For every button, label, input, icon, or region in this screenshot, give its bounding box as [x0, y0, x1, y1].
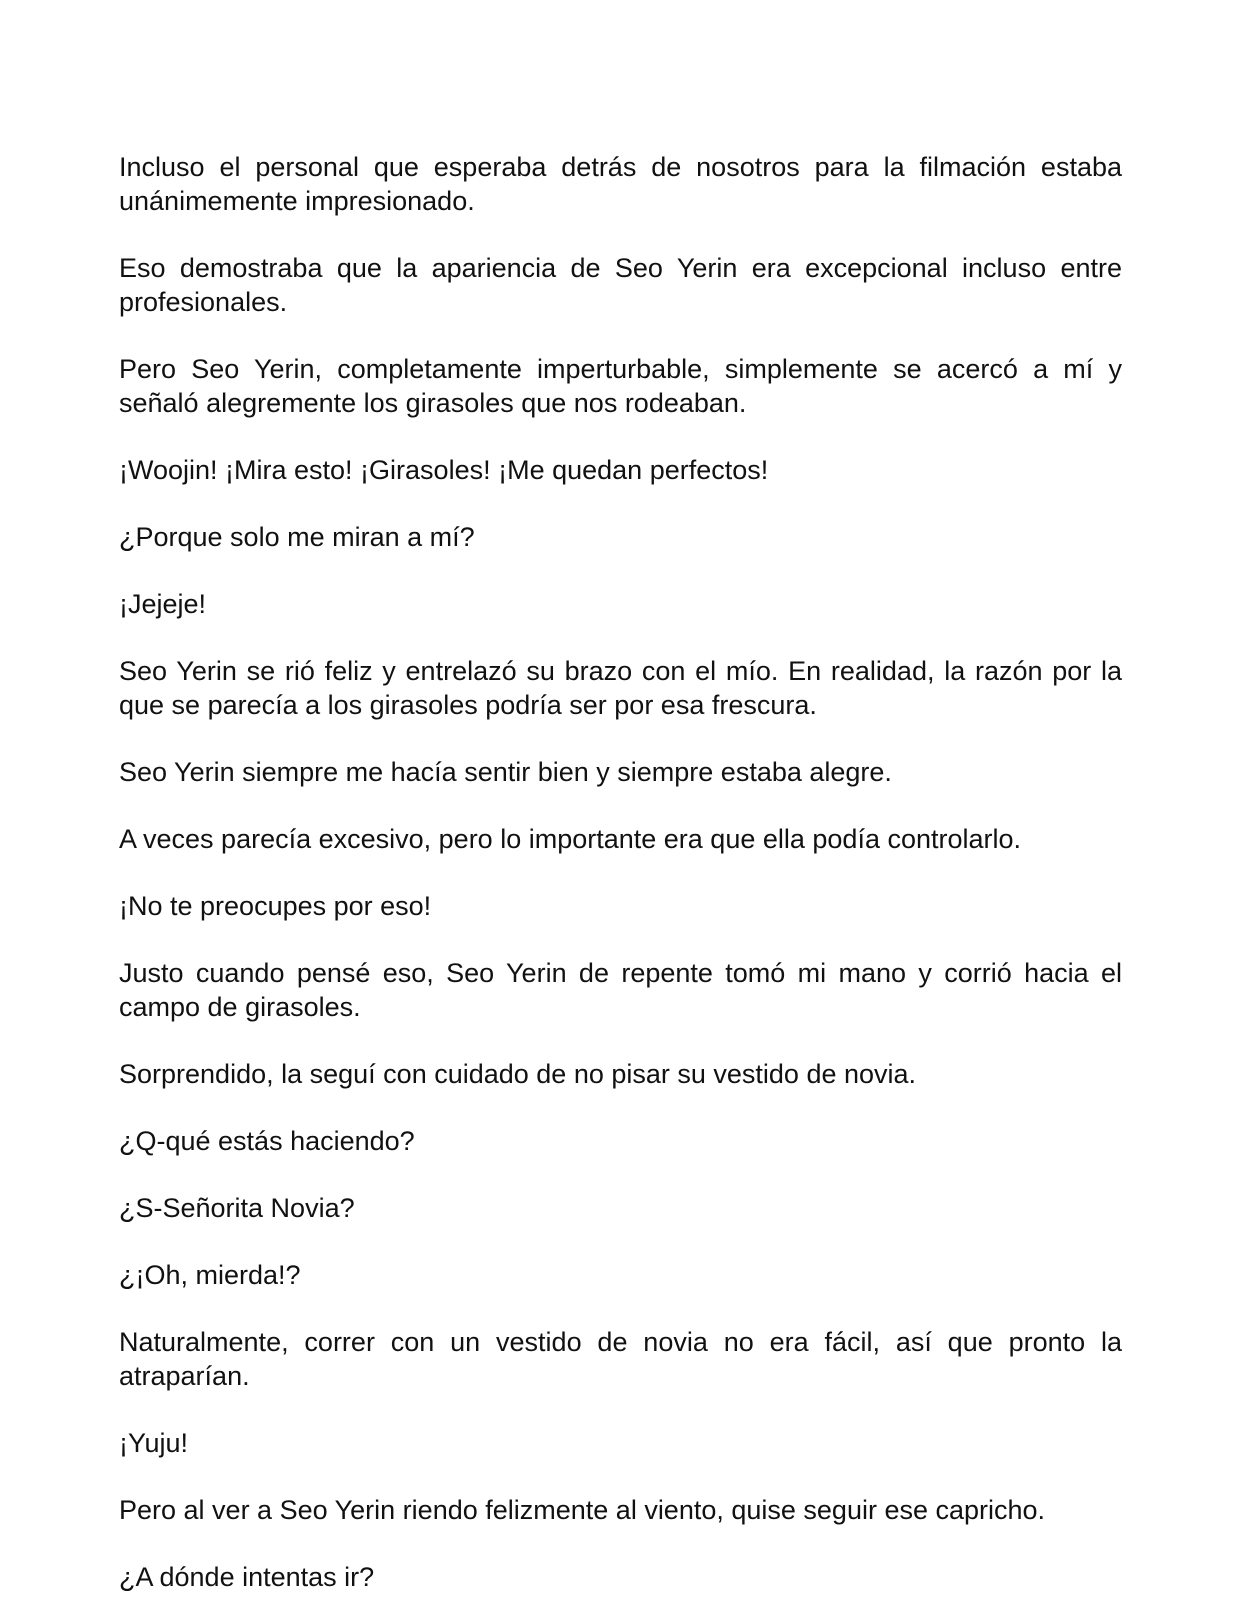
paragraph: Seo Yerin siempre me hacía sentir bien y siempre estaba alegre. [119, 757, 892, 787]
paragraph: Pero Seo Yerin, completamente imperturbable, simplemente se acercó a mí y señaló alegremente los girasoles que nos rodeaban. [119, 354, 1122, 418]
paragraph: Pero al ver a Seo Yerin riendo felizmente al viento, quise seguir ese capricho. [119, 1495, 1046, 1525]
paragraph: ¡Woojin! ¡Mira esto! ¡Girasoles! ¡Me quedan perfectos! [119, 455, 769, 485]
paragraph: Eso demostraba que la apariencia de Seo Yerin era excepcional incluso entre profesionales. [119, 253, 1122, 317]
paragraph: Seo Yerin se rió feliz y entrelazó su brazo con el mío. En realidad, la razón por la que se parecía a los girasoles podría ser por esa frescura. [119, 656, 1122, 720]
paragraph: ¡No te preocupes por eso! [119, 891, 432, 921]
paragraph: Sorprendido, la seguí con cuidado de no pisar su vestido de novia. [119, 1059, 917, 1089]
paragraph: Justo cuando pensé eso, Seo Yerin de repente tomó mi mano y corrió hacia el campo de girasoles. [119, 958, 1122, 1022]
paragraph: ¿Porque solo me miran a mí? [119, 522, 475, 552]
paragraph: Naturalmente, correr con un vestido de novia no era fácil, así que pronto la atraparían. [119, 1327, 1122, 1391]
paragraph: ¡Yuju! [119, 1428, 189, 1458]
paragraph: ¿¡Oh, mierda!? [119, 1260, 301, 1290]
paragraph: ¿Q-qué estás haciendo? [119, 1126, 415, 1156]
paragraph: ¿A dónde intentas ir? [119, 1562, 375, 1592]
paragraph: ¡Jejeje! [119, 589, 207, 619]
paragraph: Incluso el personal que esperaba detrás de nosotros para la filmación estaba unánimemente impresionado. [119, 152, 1122, 216]
paragraph: A veces parecía excesivo, pero lo importante era que ella podía controlarlo. [119, 824, 1022, 854]
document-body [119, 150, 1122, 1594]
paragraph: ¿S-Señorita Novia? [119, 1193, 355, 1223]
